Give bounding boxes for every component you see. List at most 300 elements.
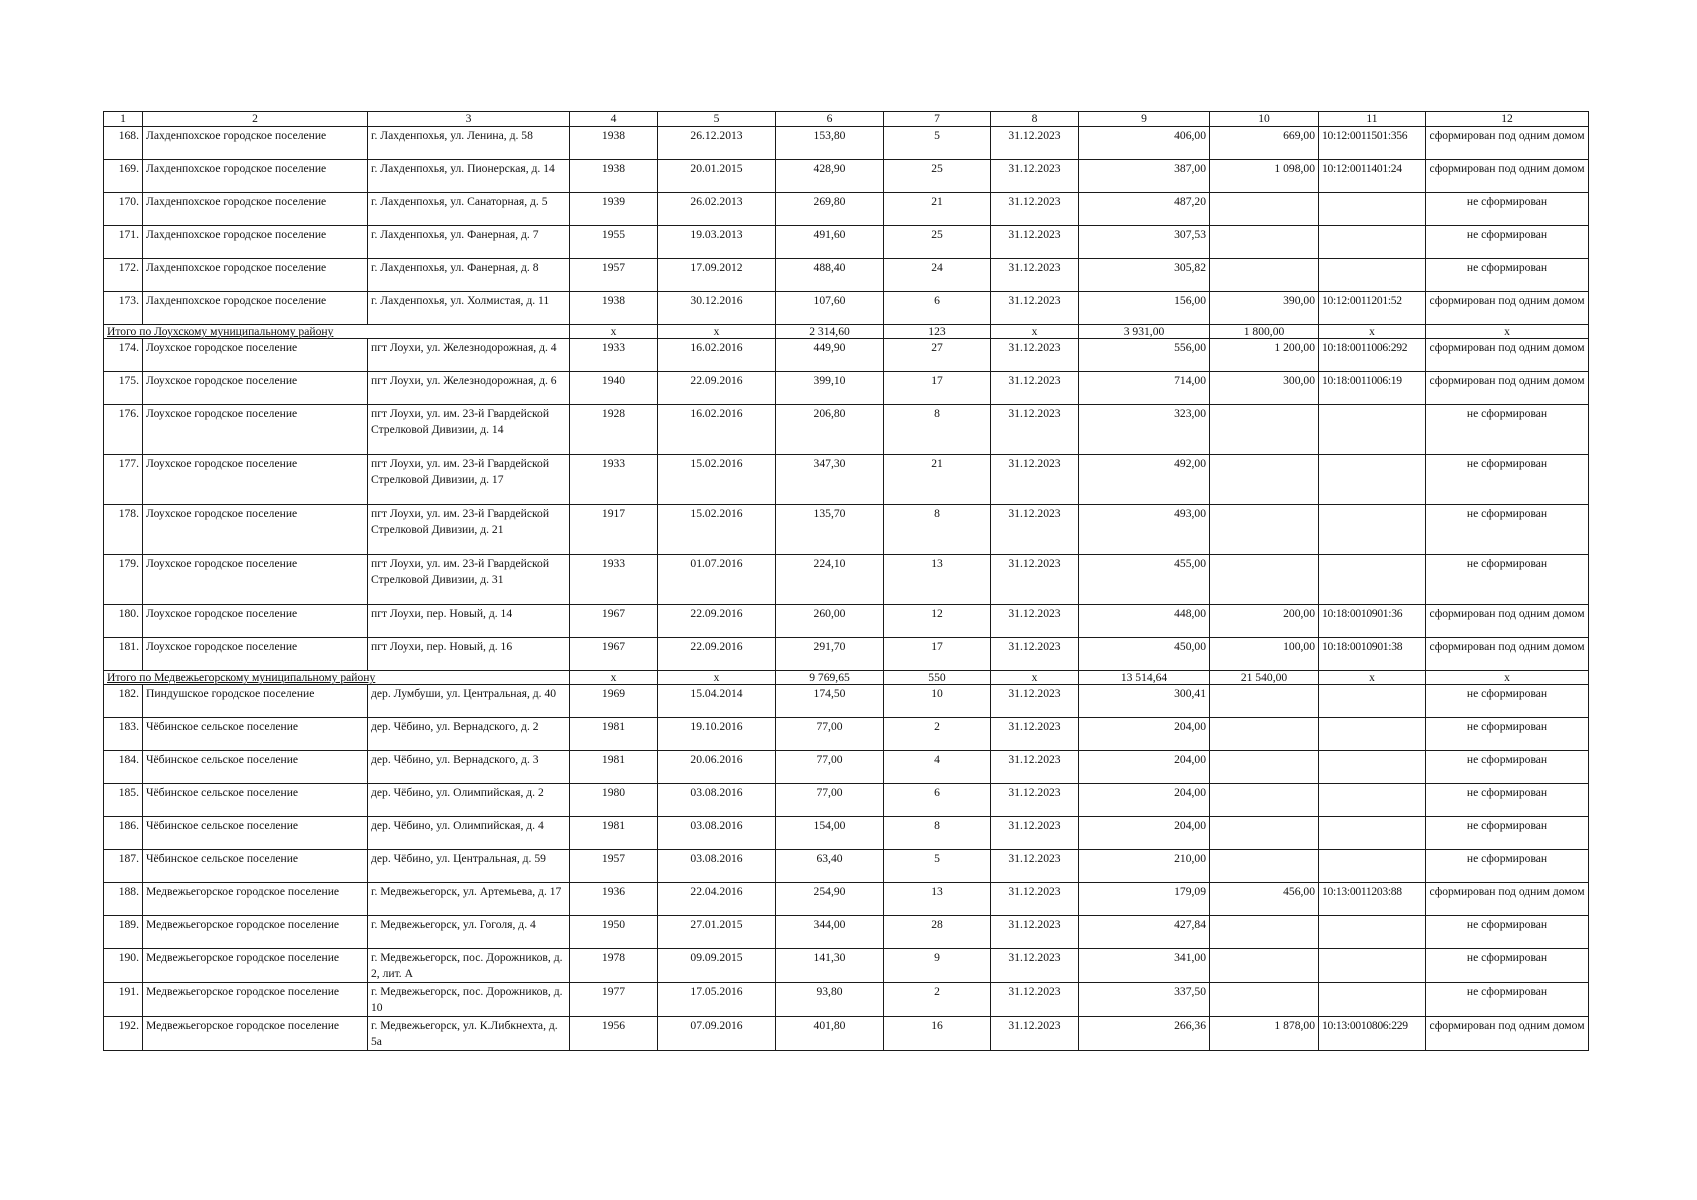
row-number: 183.: [104, 718, 143, 751]
value-9-cell: 406,00: [1079, 127, 1210, 160]
value-10-cell: 456,00: [1210, 883, 1319, 916]
status-cell: не сформирован: [1426, 405, 1589, 455]
area-cell: 154,00: [776, 817, 884, 850]
cadastre-cell: [1319, 983, 1426, 1017]
table-row: [104, 784, 1589, 817]
table-row: [104, 292, 1589, 325]
row-number: 171.: [104, 226, 143, 259]
residents-cell: 8: [884, 505, 991, 555]
year-cell: 1936: [570, 883, 658, 916]
status-cell: сформирован под одним домом: [1426, 1017, 1589, 1051]
value-10-cell: [1210, 718, 1319, 751]
area-cell: 77,00: [776, 718, 884, 751]
cadastre-cell: [1319, 850, 1426, 883]
header-row: [104, 112, 1589, 127]
value-9-cell: 307,53: [1079, 226, 1210, 259]
deadline-cell: 31.12.2023: [991, 226, 1079, 259]
status-cell: не сформирован: [1426, 850, 1589, 883]
value-10-cell: 1 800,00: [1210, 325, 1319, 339]
status-cell: сформирован под одним домом: [1426, 372, 1589, 405]
residents-cell: 25: [884, 160, 991, 193]
status-cell: не сформирован: [1426, 949, 1589, 983]
status-cell: не сформирован: [1426, 455, 1589, 505]
cadastre-cell: [1319, 718, 1426, 751]
value-9-cell: 204,00: [1079, 718, 1210, 751]
cadastre-cell: [1319, 751, 1426, 784]
year-cell: 1978: [570, 949, 658, 983]
residents-cell: 2: [884, 718, 991, 751]
value-9-cell: 714,00: [1079, 372, 1210, 405]
date-cell: 22.09.2016: [658, 638, 776, 671]
row-number: 175.: [104, 372, 143, 405]
status-cell: сформирован под одним домом: [1426, 883, 1589, 916]
value-10-cell: [1210, 751, 1319, 784]
date-cell: 15.02.2016: [658, 455, 776, 505]
status-cell: сформирован под одним домом: [1426, 292, 1589, 325]
value-9-cell: 493,00: [1079, 505, 1210, 555]
settlement-cell: Лоухское городское поселение: [143, 455, 368, 505]
column-number-12: 12: [1426, 112, 1589, 127]
value-9-cell: 204,00: [1079, 784, 1210, 817]
table-row: [104, 259, 1589, 292]
area-cell: 9 769,65: [776, 671, 884, 685]
value-9-cell: 556,00: [1079, 339, 1210, 372]
address-cell: пгт Лоухи, ул. Железнодорожная, д. 6: [368, 372, 570, 405]
residents-cell: 21: [884, 193, 991, 226]
table-row: [104, 339, 1589, 372]
cadastre-cell: [1319, 817, 1426, 850]
register-table: [103, 111, 1589, 1051]
settlement-cell: Чёбинское сельское поселение: [143, 784, 368, 817]
year-cell: 1928: [570, 405, 658, 455]
area-cell: 491,60: [776, 226, 884, 259]
area-cell: 107,60: [776, 292, 884, 325]
address-cell: г. Лахденпохья, ул. Фанерная, д. 7: [368, 226, 570, 259]
year-cell: 1969: [570, 685, 658, 718]
address-cell: г. Медвежьегорск, ул. Артемьева, д. 17: [368, 883, 570, 916]
address-cell: дер. Чёбино, ул. Вернадского, д. 3: [368, 751, 570, 784]
settlement-cell: Медвежьегорское городское поселение: [143, 883, 368, 916]
cadastre-cell: х: [1319, 325, 1426, 339]
date-cell: 16.02.2016: [658, 339, 776, 372]
column-number-1: 1: [104, 112, 143, 127]
column-number-5: 5: [658, 112, 776, 127]
row-number: 182.: [104, 685, 143, 718]
cadastre-cell: 10:18:0010901:38: [1319, 638, 1426, 671]
settlement-cell: Пиндушское городское поселение: [143, 685, 368, 718]
status-cell: не сформирован: [1426, 983, 1589, 1017]
row-number: 188.: [104, 883, 143, 916]
table-row: [104, 455, 1589, 505]
residents-cell: 4: [884, 751, 991, 784]
column-number-header: [104, 112, 1589, 127]
cadastre-cell: 10:12:0011401:24: [1319, 160, 1426, 193]
address-cell: дер. Чёбино, ул. Центральная, д. 59: [368, 850, 570, 883]
residents-cell: 13: [884, 555, 991, 605]
year-cell: 1981: [570, 718, 658, 751]
deadline-cell: 31.12.2023: [991, 718, 1079, 751]
year-cell: 1956: [570, 1017, 658, 1051]
row-number: 170.: [104, 193, 143, 226]
year-cell: 1939: [570, 193, 658, 226]
cadastre-cell: 10:12:0011501:356: [1319, 127, 1426, 160]
date-cell: 20.06.2016: [658, 751, 776, 784]
settlement-cell: Лахденпохское городское поселение: [143, 193, 368, 226]
year-cell: х: [570, 671, 658, 685]
row-number: 191.: [104, 983, 143, 1017]
value-9-cell: 455,00: [1079, 555, 1210, 605]
year-cell: 1938: [570, 292, 658, 325]
total-label-text: Итого по Лоухскому муниципальному району: [107, 325, 334, 338]
row-number: 174.: [104, 339, 143, 372]
value-10-cell: [1210, 405, 1319, 455]
value-10-cell: 1 200,00: [1210, 339, 1319, 372]
value-10-cell: [1210, 505, 1319, 555]
deadline-cell: 31.12.2023: [991, 339, 1079, 372]
date-cell: х: [658, 671, 776, 685]
date-cell: 22.04.2016: [658, 883, 776, 916]
cadastre-cell: 10:18:0011006:292: [1319, 339, 1426, 372]
area-cell: 428,90: [776, 160, 884, 193]
settlement-cell: Медвежьегорское городское поселение: [143, 983, 368, 1017]
row-number: 180.: [104, 605, 143, 638]
residents-cell: 8: [884, 405, 991, 455]
value-10-cell: 669,00: [1210, 127, 1319, 160]
value-10-cell: [1210, 259, 1319, 292]
address-cell: пгт Лоухи, пер. Новый, д. 16: [368, 638, 570, 671]
address-cell: пгт Лоухи, ул. им. 23-й Гвардейской Стрелковой Дивизии, д. 21: [368, 505, 570, 555]
status-cell: не сформирован: [1426, 751, 1589, 784]
cadastre-cell: [1319, 685, 1426, 718]
status-cell: не сформирован: [1426, 193, 1589, 226]
deadline-cell: 31.12.2023: [991, 259, 1079, 292]
value-9-cell: 323,00: [1079, 405, 1210, 455]
date-cell: 27.01.2015: [658, 916, 776, 949]
value-10-cell: [1210, 817, 1319, 850]
area-cell: 77,00: [776, 784, 884, 817]
value-9-cell: 156,00: [1079, 292, 1210, 325]
column-number-6: 6: [776, 112, 884, 127]
status-cell: сформирован под одним домом: [1426, 339, 1589, 372]
row-number: 172.: [104, 259, 143, 292]
deadline-cell: 31.12.2023: [991, 983, 1079, 1017]
value-10-cell: [1210, 784, 1319, 817]
area-cell: 254,90: [776, 883, 884, 916]
total-row: [104, 325, 1589, 339]
area-cell: 153,80: [776, 127, 884, 160]
value-10-cell: [1210, 983, 1319, 1017]
year-cell: 1938: [570, 127, 658, 160]
total-label: [104, 671, 570, 685]
address-cell: г. Лахденпохья, ул. Пионерская, д. 14: [368, 160, 570, 193]
table-row: [104, 751, 1589, 784]
cadastre-cell: [1319, 505, 1426, 555]
deadline-cell: 31.12.2023: [991, 784, 1079, 817]
residents-cell: 21: [884, 455, 991, 505]
date-cell: 26.02.2013: [658, 193, 776, 226]
residents-cell: 10: [884, 685, 991, 718]
table-row: [104, 638, 1589, 671]
cadastre-cell: 10:13:0010806:229: [1319, 1017, 1426, 1051]
date-cell: 19.10.2016: [658, 718, 776, 751]
value-10-cell: [1210, 226, 1319, 259]
row-number: 169.: [104, 160, 143, 193]
area-cell: 224,10: [776, 555, 884, 605]
deadline-cell: 31.12.2023: [991, 751, 1079, 784]
value-9-cell: 204,00: [1079, 751, 1210, 784]
year-cell: 1933: [570, 555, 658, 605]
deadline-cell: 31.12.2023: [991, 405, 1079, 455]
cadastre-cell: 10:13:0011203:88: [1319, 883, 1426, 916]
table-row: [104, 817, 1589, 850]
address-cell: г. Медвежьегорск, пос. Дорожников, д. 2, лит. А: [368, 949, 570, 983]
table-row: [104, 1017, 1589, 1051]
settlement-cell: Лахденпохское городское поселение: [143, 259, 368, 292]
column-number-3: 3: [368, 112, 570, 127]
date-cell: 03.08.2016: [658, 850, 776, 883]
row-number: 187.: [104, 850, 143, 883]
value-9-cell: 179,09: [1079, 883, 1210, 916]
row-number: 192.: [104, 1017, 143, 1051]
address-cell: г. Медвежьегорск, ул. К.Либкнехта, д. 5а: [368, 1017, 570, 1051]
row-number: 186.: [104, 817, 143, 850]
year-cell: 1981: [570, 817, 658, 850]
row-number: 179.: [104, 555, 143, 605]
value-10-cell: 1 098,00: [1210, 160, 1319, 193]
address-cell: г. Лахденпохья, ул. Ленина, д. 58: [368, 127, 570, 160]
status-cell: не сформирован: [1426, 685, 1589, 718]
cadastre-cell: [1319, 226, 1426, 259]
table-row: [104, 193, 1589, 226]
deadline-cell: 31.12.2023: [991, 292, 1079, 325]
residents-cell: 16: [884, 1017, 991, 1051]
residents-cell: 28: [884, 916, 991, 949]
area-cell: 291,70: [776, 638, 884, 671]
year-cell: 1950: [570, 916, 658, 949]
cadastre-cell: 10:12:0011201:52: [1319, 292, 1426, 325]
value-9-cell: 427,84: [1079, 916, 1210, 949]
value-10-cell: [1210, 455, 1319, 505]
column-number-4: 4: [570, 112, 658, 127]
table-row: [104, 949, 1589, 983]
value-10-cell: 21 540,00: [1210, 671, 1319, 685]
table-row: [104, 883, 1589, 916]
area-cell: 449,90: [776, 339, 884, 372]
value-10-cell: [1210, 949, 1319, 983]
cadastre-cell: 10:18:0011006:19: [1319, 372, 1426, 405]
deadline-cell: 31.12.2023: [991, 850, 1079, 883]
deadline-cell: 31.12.2023: [991, 455, 1079, 505]
residents-cell: 2: [884, 983, 991, 1017]
area-cell: 488,40: [776, 259, 884, 292]
deadline-cell: х: [991, 325, 1079, 339]
status-cell: х: [1426, 671, 1589, 685]
area-cell: 63,40: [776, 850, 884, 883]
area-cell: 141,30: [776, 949, 884, 983]
year-cell: 1940: [570, 372, 658, 405]
table-row: [104, 605, 1589, 638]
cadastre-cell: [1319, 916, 1426, 949]
address-cell: г. Лахденпохья, ул. Санаторная, д. 5: [368, 193, 570, 226]
cadastre-cell: [1319, 405, 1426, 455]
year-cell: 1938: [570, 160, 658, 193]
deadline-cell: х: [991, 671, 1079, 685]
settlement-cell: Медвежьегорское городское поселение: [143, 916, 368, 949]
year-cell: 1967: [570, 638, 658, 671]
year-cell: 1933: [570, 339, 658, 372]
deadline-cell: 31.12.2023: [991, 916, 1079, 949]
date-cell: 07.09.2016: [658, 1017, 776, 1051]
settlement-cell: Лоухское городское поселение: [143, 372, 368, 405]
settlement-cell: Чёбинское сельское поселение: [143, 718, 368, 751]
value-10-cell: 200,00: [1210, 605, 1319, 638]
residents-cell: 27: [884, 339, 991, 372]
year-cell: х: [570, 325, 658, 339]
deadline-cell: 31.12.2023: [991, 685, 1079, 718]
row-number: 181.: [104, 638, 143, 671]
cadastre-cell: [1319, 949, 1426, 983]
settlement-cell: Лахденпохское городское поселение: [143, 127, 368, 160]
value-10-cell: 300,00: [1210, 372, 1319, 405]
column-number-7: 7: [884, 112, 991, 127]
column-number-9: 9: [1079, 112, 1210, 127]
cadastre-cell: [1319, 555, 1426, 605]
settlement-cell: Медвежьегорское городское поселение: [143, 1017, 368, 1051]
settlement-cell: Лахденпохское городское поселение: [143, 160, 368, 193]
area-cell: 77,00: [776, 751, 884, 784]
deadline-cell: 31.12.2023: [991, 638, 1079, 671]
year-cell: 1957: [570, 259, 658, 292]
value-10-cell: [1210, 193, 1319, 226]
area-cell: 174,50: [776, 685, 884, 718]
table-row: [104, 916, 1589, 949]
year-cell: 1957: [570, 850, 658, 883]
residents-cell: 123: [884, 325, 991, 339]
row-number: 185.: [104, 784, 143, 817]
column-number-8: 8: [991, 112, 1079, 127]
area-cell: 269,80: [776, 193, 884, 226]
address-cell: г. Медвежьегорск, пос. Дорожников, д. 10: [368, 983, 570, 1017]
table-row: [104, 226, 1589, 259]
table-row: [104, 372, 1589, 405]
area-cell: 2 314,60: [776, 325, 884, 339]
row-number: 190.: [104, 949, 143, 983]
settlement-cell: Чёбинское сельское поселение: [143, 751, 368, 784]
settlement-cell: Чёбинское сельское поселение: [143, 850, 368, 883]
table-row: [104, 685, 1589, 718]
address-cell: пгт Лоухи, ул. им. 23-й Гвардейской Стрелковой Дивизии, д. 14: [368, 405, 570, 455]
value-9-cell: 13 514,64: [1079, 671, 1210, 685]
cadastre-cell: 10:18:0010901:36: [1319, 605, 1426, 638]
status-cell: не сформирован: [1426, 259, 1589, 292]
address-cell: дер. Чёбино, ул. Олимпийская, д. 2: [368, 784, 570, 817]
table-row: [104, 505, 1589, 555]
address-cell: дер. Чёбино, ул. Олимпийская, д. 4: [368, 817, 570, 850]
year-cell: 1977: [570, 983, 658, 1017]
value-9-cell: 341,00: [1079, 949, 1210, 983]
deadline-cell: 31.12.2023: [991, 160, 1079, 193]
deadline-cell: 31.12.2023: [991, 605, 1079, 638]
status-cell: не сформирован: [1426, 505, 1589, 555]
deadline-cell: 31.12.2023: [991, 193, 1079, 226]
table-row: [104, 555, 1589, 605]
value-10-cell: [1210, 685, 1319, 718]
cadastre-cell: [1319, 193, 1426, 226]
settlement-cell: Лоухское городское поселение: [143, 505, 368, 555]
status-cell: сформирован под одним домом: [1426, 638, 1589, 671]
date-cell: 19.03.2013: [658, 226, 776, 259]
settlement-cell: Чёбинское сельское поселение: [143, 817, 368, 850]
status-cell: х: [1426, 325, 1589, 339]
area-cell: 347,30: [776, 455, 884, 505]
row-number: 173.: [104, 292, 143, 325]
residents-cell: 5: [884, 850, 991, 883]
value-10-cell: 100,00: [1210, 638, 1319, 671]
date-cell: 22.09.2016: [658, 372, 776, 405]
value-9-cell: 305,82: [1079, 259, 1210, 292]
value-9-cell: 210,00: [1079, 850, 1210, 883]
value-10-cell: [1210, 555, 1319, 605]
address-cell: дер. Лумбуши, ул. Центральная, д. 40: [368, 685, 570, 718]
value-10-cell: [1210, 916, 1319, 949]
date-cell: 17.05.2016: [658, 983, 776, 1017]
address-cell: пгт Лоухи, пер. Новый, д. 14: [368, 605, 570, 638]
address-cell: пгт Лоухи, ул. Железнодорожная, д. 4: [368, 339, 570, 372]
settlement-cell: Лоухское городское поселение: [143, 605, 368, 638]
table-row: [104, 160, 1589, 193]
area-cell: 93,80: [776, 983, 884, 1017]
year-cell: 1980: [570, 784, 658, 817]
deadline-cell: 31.12.2023: [991, 555, 1079, 605]
status-cell: сформирован под одним домом: [1426, 605, 1589, 638]
date-cell: 01.07.2016: [658, 555, 776, 605]
residents-cell: 17: [884, 638, 991, 671]
settlement-cell: Лахденпохское городское поселение: [143, 226, 368, 259]
value-9-cell: 300,41: [1079, 685, 1210, 718]
row-number: 178.: [104, 505, 143, 555]
settlement-cell: Лоухское городское поселение: [143, 638, 368, 671]
residents-cell: 25: [884, 226, 991, 259]
column-number-2: 2: [143, 112, 368, 127]
date-cell: 22.09.2016: [658, 605, 776, 638]
date-cell: 17.09.2012: [658, 259, 776, 292]
area-cell: 399,10: [776, 372, 884, 405]
total-row: [104, 671, 1589, 685]
status-cell: сформирован под одним домом: [1426, 160, 1589, 193]
value-9-cell: 487,20: [1079, 193, 1210, 226]
settlement-cell: Лоухское городское поселение: [143, 405, 368, 455]
residents-cell: 24: [884, 259, 991, 292]
year-cell: 1981: [570, 751, 658, 784]
table-row: [104, 718, 1589, 751]
deadline-cell: 31.12.2023: [991, 949, 1079, 983]
value-9-cell: 337,50: [1079, 983, 1210, 1017]
deadline-cell: 31.12.2023: [991, 883, 1079, 916]
year-cell: 1917: [570, 505, 658, 555]
total-label-text: Итого по Медвежьегорскому муниципальному району: [107, 671, 376, 684]
status-cell: не сформирован: [1426, 916, 1589, 949]
total-label: [104, 325, 570, 339]
column-number-10: 10: [1210, 112, 1319, 127]
area-cell: 135,70: [776, 505, 884, 555]
row-number: 184.: [104, 751, 143, 784]
table-row: [104, 127, 1589, 160]
area-cell: 206,80: [776, 405, 884, 455]
date-cell: 15.02.2016: [658, 505, 776, 555]
deadline-cell: 31.12.2023: [991, 817, 1079, 850]
status-cell: сформирован под одним домом: [1426, 127, 1589, 160]
date-cell: 26.12.2013: [658, 127, 776, 160]
